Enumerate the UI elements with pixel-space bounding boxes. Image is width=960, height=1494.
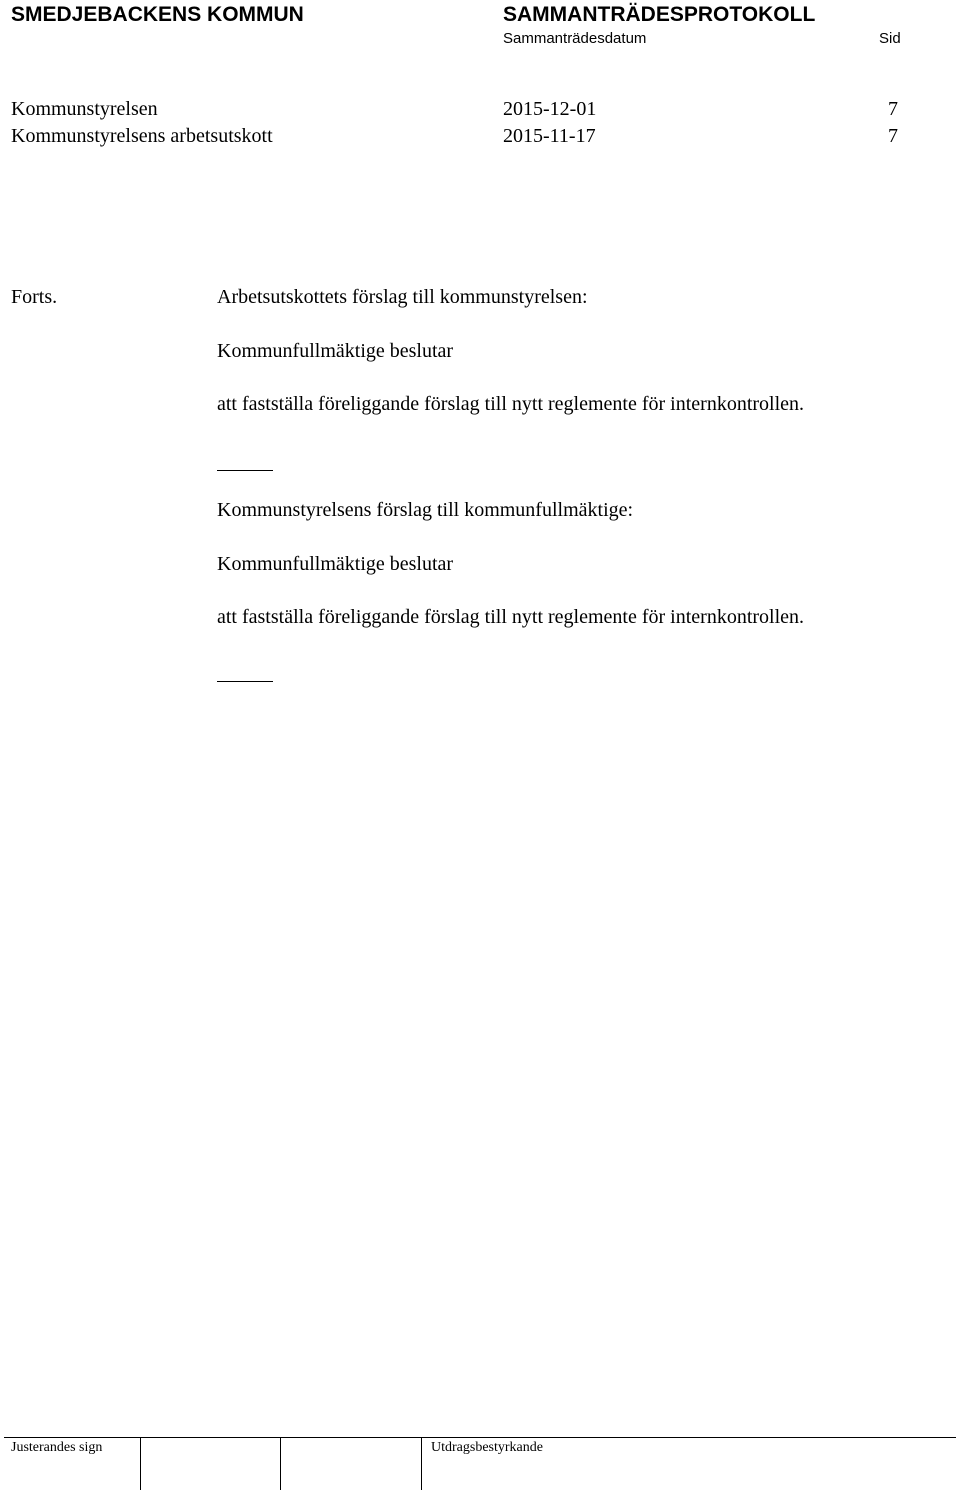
meeting-date-label: Sammanträdesdatum [503,30,647,47]
meeting-date: 2015-11-17 [503,125,596,147]
signature-box-divider [421,1438,422,1490]
organization-name: SMEDJEBACKENS KOMMUN [11,3,304,26]
meeting-page-number: 7 [888,98,898,120]
document-title: SAMMANTRÄDESPROTOKOLL [503,3,816,26]
meeting-body-name: Kommunstyrelsen [11,98,158,120]
footer-rule [4,1437,956,1438]
signature-box-divider [140,1438,141,1490]
meeting-body-name: Kommunstyrelsens arbetsutskott [11,125,273,147]
signature-label: Justerandes sign [11,1440,103,1455]
decision-text: att fastställa föreliggande förslag till nytt reglemente för internkontrollen. [217,393,805,415]
section-heading: Kommunstyrelsens förslag till kommunfullmäktige: [217,499,634,521]
decision-text: att fastställa föreliggande förslag till nytt reglemente för internkontrollen. [217,606,805,628]
decision-heading: Kommunfullmäktige beslutar [217,553,454,575]
section-divider [217,681,273,682]
certification-label: Utdragsbestyrkande [431,1440,543,1455]
meeting-page-number: 7 [888,125,898,147]
section-divider [217,470,273,471]
page-label: Sid [879,30,901,47]
section-heading: Arbetsutskottets förslag till kommunstyrelsen: [217,286,588,308]
meeting-date: 2015-12-01 [503,98,597,120]
decision-heading: Kommunfullmäktige beslutar [217,340,454,362]
continuation-marker: Forts. [11,286,58,308]
signature-box-divider [280,1438,281,1490]
